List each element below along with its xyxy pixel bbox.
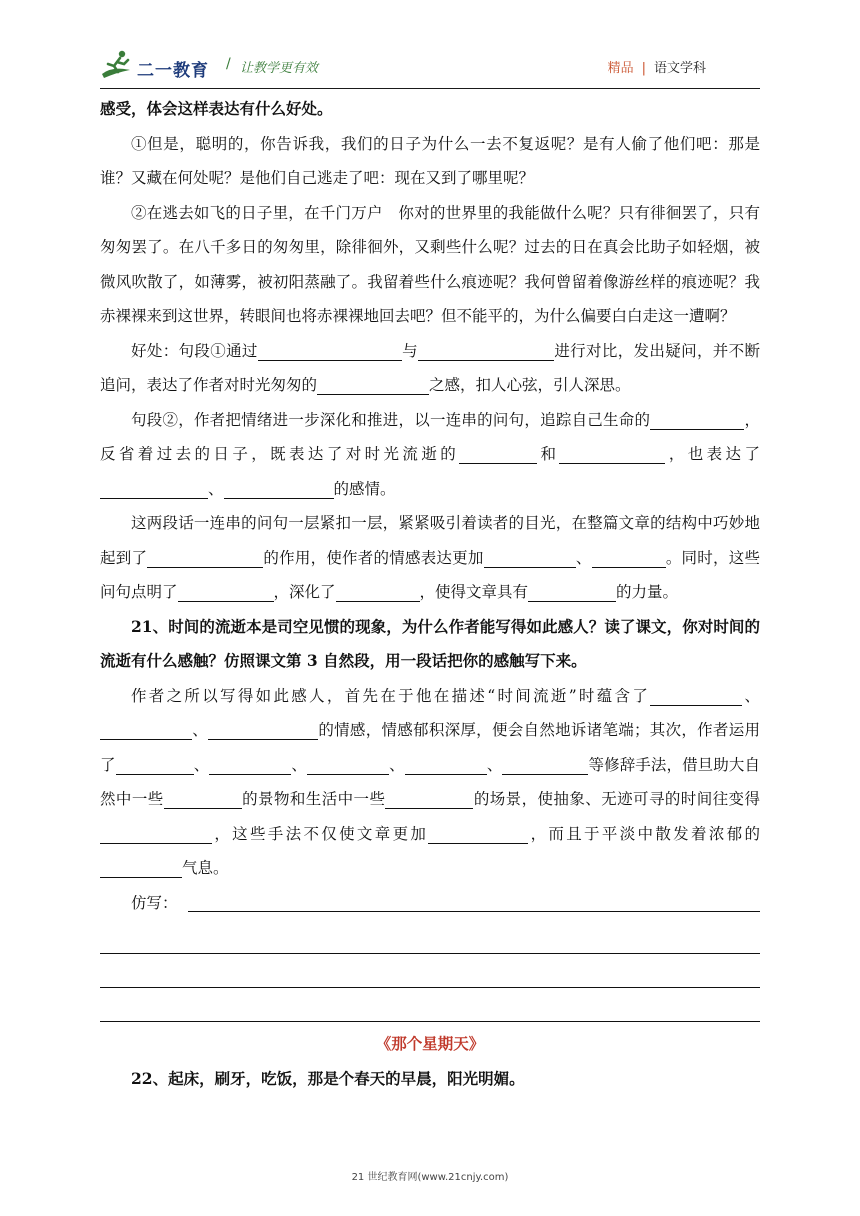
subject-label: 语文学科 <box>653 61 706 76</box>
text-run: 、 <box>486 755 503 774</box>
text-run: 与 <box>401 341 418 360</box>
blank-field[interactable] <box>592 547 666 568</box>
blank-field[interactable] <box>650 409 744 430</box>
imitation-label: 仿写： <box>131 893 178 912</box>
blank-field[interactable] <box>484 547 576 568</box>
text-run: 气息。 <box>182 859 229 877</box>
blank-field[interactable] <box>258 340 402 361</box>
blank-field[interactable] <box>459 443 537 464</box>
text-run: 、 <box>193 755 210 774</box>
text-run: 的景物和生活中一些 <box>241 790 386 808</box>
imitation-writing-row <box>100 886 760 920</box>
text-run: ，这些手法不仅使文章更加 <box>212 824 429 843</box>
section-title: 《那个星期天》 <box>375 1033 485 1053</box>
writing-line[interactable] <box>100 920 760 954</box>
intro-text: 感受，体会这样表达有什么好处。 <box>100 99 333 118</box>
page-footer: 21 世纪教育网(www.21cnjy.com) <box>351 1172 509 1183</box>
text-run: 、 <box>291 755 308 774</box>
text-run: 、 <box>208 479 224 498</box>
page-header <box>100 48 760 89</box>
text-run: ，而且于平淡中散发着浓郁的 <box>528 824 760 843</box>
blank-field[interactable] <box>100 857 182 878</box>
blank-field[interactable] <box>208 719 318 740</box>
text-run: 、 <box>575 548 592 567</box>
text-run: 好处：句段①通过 <box>131 341 258 360</box>
quality-label: 精品 <box>607 61 634 76</box>
text-run: 作者之所以写得如此感人，首先在于他在描述“时间流逝”时蕴含了 <box>131 686 651 705</box>
blank-field[interactable] <box>650 685 742 706</box>
blank-field[interactable] <box>317 374 429 395</box>
blank-field[interactable] <box>209 754 291 775</box>
logo <box>100 48 340 82</box>
blank-field[interactable] <box>100 719 192 740</box>
text-run: 的力量。 <box>616 583 679 601</box>
header-right <box>608 57 706 76</box>
runner-logo-icon <box>100 48 136 82</box>
text-run: 句段②，作者把情绪进一步深化和推进，以一连串的问句，追踪自己生命的 <box>131 410 651 429</box>
blank-field[interactable] <box>418 340 554 361</box>
blank-field[interactable] <box>147 547 263 568</box>
text-run: ，使得文章具有 <box>419 583 529 601</box>
text-run: 、 <box>192 721 209 739</box>
text-run: ，也表达了 <box>665 445 760 463</box>
writing-line[interactable] <box>100 954 760 988</box>
text-run: 、 <box>389 755 405 774</box>
benefit-paragraph-1 <box>100 334 760 403</box>
text-run: 的作用，使作者的情感表达更加 <box>263 548 484 567</box>
blank-field[interactable] <box>336 581 420 602</box>
answer-paragraph-21 <box>100 679 760 886</box>
text-run: 、 <box>742 686 760 705</box>
benefit-paragraph-2 <box>100 403 760 507</box>
blank-field[interactable] <box>428 823 528 844</box>
benefit-paragraph-3 <box>100 506 760 610</box>
blank-field[interactable] <box>405 754 487 775</box>
text-run: 的场景，使抽象、无迹可寻的时间往变得 <box>473 790 760 808</box>
text-run: ，反省着过去的日子，既表达了对时光流逝的 <box>100 410 760 463</box>
text-run: 等修辞手法，借旦助大自然中一些 <box>100 755 760 808</box>
blank-field[interactable] <box>100 478 208 499</box>
text-run: 的情感，情感郁积深厚，便会自然地诉诸笔端；其次，作者运用了 <box>100 721 760 774</box>
slogan: 让教学更有效 <box>240 61 319 76</box>
text-run: 和 <box>537 445 560 463</box>
slogan-separator: / <box>226 56 231 72</box>
blank-field[interactable] <box>224 478 334 499</box>
blank-field[interactable] <box>178 581 274 602</box>
blank-field[interactable] <box>502 754 588 775</box>
text-run: 之感，扣人心弦，引人深思。 <box>429 376 631 394</box>
writing-line[interactable] <box>188 911 760 912</box>
quote-paragraph-1: ①但是，聪明的，你告诉我，我们的日子为什么一去不复返呢？是有人偷了他们吧：那是谁？又藏在何处呢？是他们自己逃走了吧：现在又到了哪里呢？ <box>100 134 760 187</box>
logo-text: 二一教育 <box>137 61 209 81</box>
blank-field[interactable] <box>116 754 194 775</box>
header-divider: | <box>641 61 646 76</box>
blank-field[interactable] <box>100 823 212 844</box>
text-run: 这两段话一连串的问句一层紧扣一层，紧紧吸引着读者的目光，在整篇文章的结构中巧妙地起到了 <box>100 514 760 567</box>
question-21: 21、时间的流逝本是司空见惯的现象，为什么作者能写得如此感人？读了课文，你对时间的流逝有什么感触？仿照课文第 3 自然段，用一段话把你的感触写下来。 <box>100 616 760 670</box>
blank-field[interactable] <box>559 443 665 464</box>
text-run: 的感情。 <box>333 479 396 498</box>
blank-field[interactable] <box>307 754 389 775</box>
text-run: 进行对比，发出疑问，并不断追问，表达了作者对时光匆匆的 <box>100 341 760 394</box>
quote-paragraph-2: ②在逃去如飞的日子里，在千门万户 你对的世界里的我能做什么呢？只有徘徊罢了，只有匆匆罢了。在八千多日的匆匆里，除徘徊外，又剩些什么呢？过去的日在真会比助子如轻烟，被微风吹散了，如薄雾，被初阳蒸融了。我留着些什么痕迹呢？我何曾留着像游丝样的痕迹呢？我赤裸裸来到这世界，转眼间也将赤裸裸地回去吧？但不能平的，为什么偏要白白走这一遭啊？ <box>100 203 760 325</box>
blank-field[interactable] <box>385 788 473 809</box>
text-run: 。同时，这些问句点明了 <box>100 548 760 601</box>
writing-line[interactable] <box>100 988 760 1022</box>
blank-field[interactable] <box>528 581 616 602</box>
document-body <box>100 92 760 1096</box>
blank-field[interactable] <box>164 788 242 809</box>
text-run: ，深化了 <box>273 583 336 601</box>
question-22: 22、起床，刷牙，吃饭，那是个春天的早晨，阳光明媚。 <box>131 1068 525 1088</box>
